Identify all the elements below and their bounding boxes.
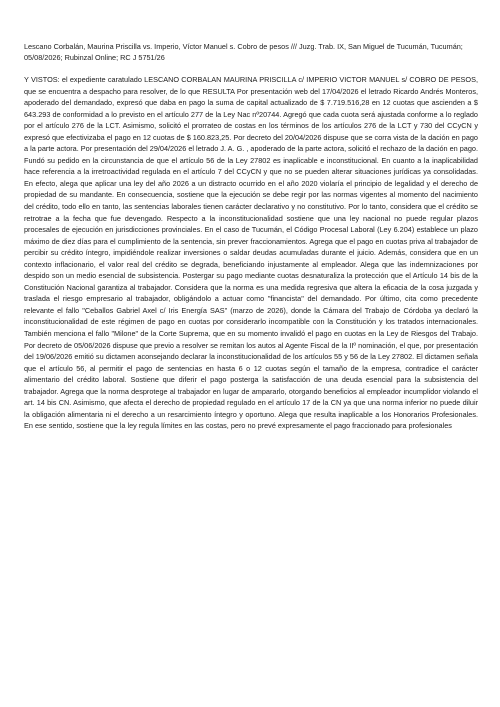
case-citation: Lescano Corbalán, Maurina Priscilla vs. Imperio, Víctor Manuel s. Cobro de pesos /// Juzg. Trab. IX, San Miguel de Tucumán, Tucumán; 05/08/2026; Rubinzal Online; RC J 5751/26 [24,42,463,62]
resolution-body-text: Y VISTOS: el expediente caratulado LESCANO CORBALAN MAURINA PRISCILLA c/ IMPERIO VICTOR MANUEL s/ COBRO DE PESOS, que se encuentra a despacho para resolver, de lo que RESULTA Por presentación web del 17/04/2026 el letrado Ricardo Andrés Monteros, apoderado del demandado, expresó que daba en pago la suma de capital actualizado de $ 7.719.516,28 en 12 cuotas que ascienden a $ 643.293 de conformidad a lo previsto en el artículo 277 de la Ley Nac nº20744. Agregó que cada cuota será ajustada conforme a lo reglado por el artículo 276 de la LCT. Asimismo, solicitó el prorrateo de costas en los términos de los artículos 276 de la LCT y 730 del CCyCN y expresó que efectivizaba el pago en 12 cuotas de $ 160.823,25. Por decreto del 20/04/2026 dispuse que se corra vista de la dación en pago a la parte actora. Por presentación del 29/04/2026 el letrado J. A. G. , apoderado de la parte actora, solicitó el rechazo de la dación en pago. Fundó su pedido en la circunstancia de que el artículo 56 de la Ley 27802 es inaplicable e inconstitucional. En cuanto a la inaplicabilidad hace referencia a la irretroactividad regulada en el artículo 7 del CCyCN y que no se pueden alterar situaciones jurídicas ya consolidadas. En efecto, alega que aplicar una ley del año 2026 a un distracto ocurrido en el año 2020 violaría el principio de legalidad y el derecho de propiedad de su mandante. En consecuencia, sostiene que la ejecución se debe regir por las normas vigentes al momento del nacimiento del crédito, todo ello en tanto, las sentencias laborales tienen carácter declarativo y no constitutivo. Por lo tanto, considera que el crédito se retrotrae a la fecha que fue devengado. Respecto a la inconstitucionalidad sostiene que una ley nacional no puede regular plazos procesales de ejecución en jurisdicciones provinciales. En el caso de Tucumán, el Código Procesal Laboral (Ley 6.204) establece un plazo máximo de diez días para el cumplimiento de la sentencia, sin prever fraccionamientos. Agrega que el pago en cuotas priva al trabajador de percibir su crédito íntegro, impidiéndole realizar inversiones o saldar deudas acumuladas durante el juicio. Además, considera que en un contexto inflacionario, el valor real del crédito se degrada, beneficiando injustamente al empleador. Alega que las indemnizaciones por despido son un medio esencial de subsistencia. Postergar su pago mediante cuotas desnaturaliza la protección que el Artículo 14 bis de la Constitución Nacional garantiza al trabajador. Considera que la norma es una medida regresiva que altera la eficacia de la cosa juzgada y traslada el riesgo empresario al trabajador, obligándolo a actuar como "financista" del demandado. Por último, cita como precedente relevante el fallo "Ceballos Gabriel Axel c/ Iris Energía SAS" (marzo de 2026), donde la Cámara del Trabajo de Córdoba ya declaró la inconstitucionalidad de este régimen de pago en cuotas por considerarlo incompatible con la Constitución y los tratados internacionales. También menciona el fallo "Milone" de la Corte Suprema, que en su momento invalidó el pago en cuotas en la Ley de Riesgos del Trabajo. Por decreto de 05/06/2026 dispuse que previo a resolver se remitan los autos al Agente Fiscal de la IIº nominación, el que, por presentación del 19/06/2026 emitió su dictamen aconsejando declarar la inconstitucionalidad de los artículos 55 y 56 de la Ley 27802. El dictamen señala que el artículo 56, al permitir el pago de sentencias en hasta 6 o 12 cuotas según el tamaño de la empresa, contradice el carácter alimentario del crédito laboral. Sostiene que diferir el pago posterga la satisfacción de una deuda esencial para la subsistencia del trabajador. Agrega que la norma desprotege al trabajador en lugar de ampararlo, otorgando beneficios al empleador incumplidor violando el art. 14 bis CN. Asimismo, que afecta el derecho de propiedad regulado en el artículo 17 de la CN ya que una norma inferior no puede diluir la obligación alimentaria ni el derecho a un resarcimiento íntegro y oportuno. Alega que resulta inaplicable a los Honorarios Profesionales. En ese sentido, sostiene que la ley regula límites en las costas, pero no prevé expresamente el pago fraccionado para profesionales [24,75,478,431]
